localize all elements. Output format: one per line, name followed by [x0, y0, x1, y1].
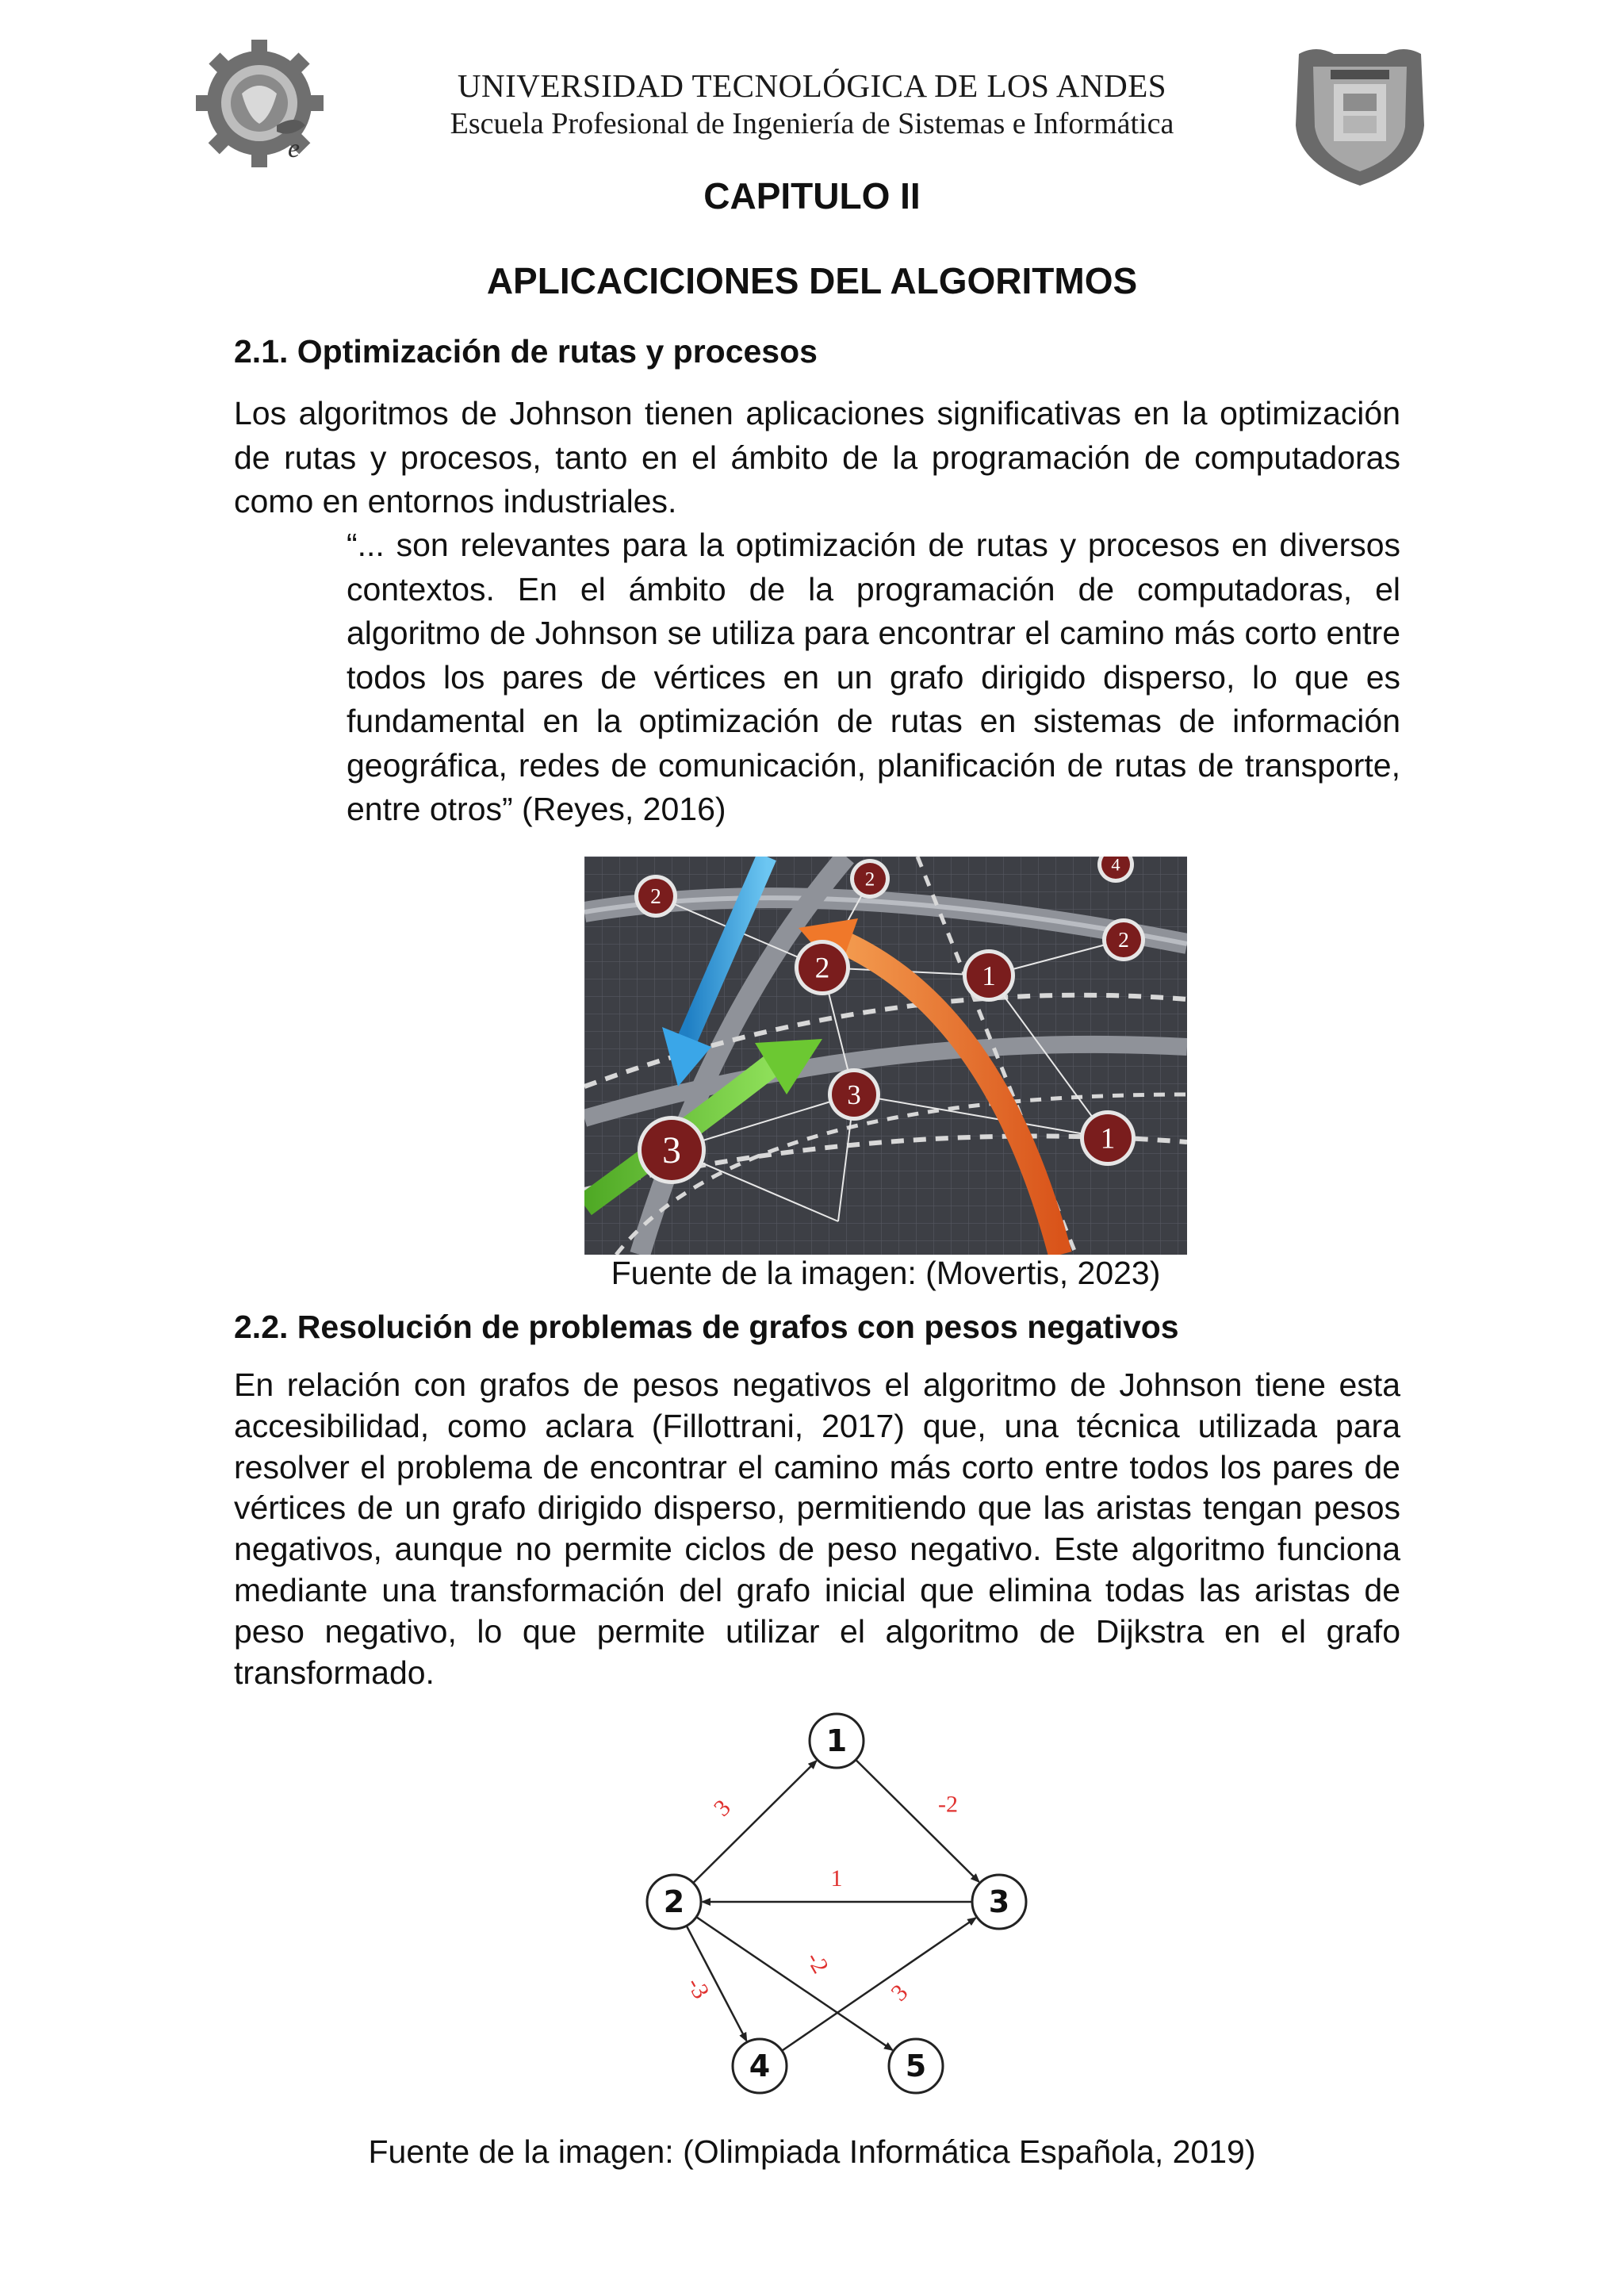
graph-edge: [782, 1918, 975, 2050]
graph-edge: [693, 1761, 816, 1883]
photo-node-label: 2: [864, 868, 875, 891]
graph-node: [972, 1875, 1026, 1929]
chapter-title: APLICACICIONES DEL ALGORITMOS: [486, 260, 1138, 301]
photo-node: [963, 949, 1015, 1002]
university-name: UNIVERSIDAD TECNOLÓGICA DE LOS ANDES: [457, 67, 1167, 104]
photo-node: [638, 1116, 706, 1184]
edge-weight-label: 3: [708, 1794, 736, 1822]
graph-node-label: 4: [749, 2049, 771, 2083]
photo-node-label: 2: [1118, 927, 1129, 953]
photo-node-label: 2: [814, 952, 830, 985]
edge-weight-label: 3: [886, 1979, 914, 2007]
edge-weight-label: -2: [938, 1791, 958, 1818]
photo-node: [850, 859, 890, 899]
route-optimization-figure: [584, 857, 1187, 1255]
photo-node-label: 4: [1111, 857, 1120, 875]
photo-node: [1080, 1110, 1136, 1166]
chapter-label: CAPITULO II: [703, 175, 921, 217]
photo-node-label: 1: [1100, 1122, 1116, 1156]
svg-text:e: e: [288, 134, 301, 163]
figure-2-caption: Fuente de la imagen: (Olimpiada Informática Española, 2019): [368, 2133, 1256, 2170]
school-name: Escuela Profesional de Ingeniería de Sistemas e Informática: [450, 107, 1174, 140]
photo-node: [795, 940, 850, 995]
graph-node-label: 3: [988, 1884, 1010, 1919]
negative-weight-graph-figure: [555, 1697, 1094, 2110]
graph-node: [647, 1875, 701, 1929]
edge-weight-label: -3: [681, 1972, 714, 2003]
photo-node: [634, 875, 677, 918]
block-quote: “... son relevantes para la optimización de rutas y procesos en diversos contextos. En el ámbito de la programación de computadoras, el algoritmo de Johnson se utiliza para encontrar el camino más corto entre todos los pares de vértices en un grafo dirigido disperso, lo que es fundamental en la optimización de rutas en sistemas de información geográfica, redes de comunicación, planificación de rutas de transporte, entre otros” (Reyes, 2016): [347, 527, 1400, 827]
graph-node: [889, 2039, 943, 2093]
photo-node-label: 1: [982, 960, 996, 991]
section-heading-2-2: 2.2. Resolución de problemas de grafos con pesos negativos: [234, 1309, 1179, 1345]
photo-node: [828, 1068, 880, 1121]
photo-node-label: 2: [650, 884, 661, 909]
graph-node-label: 5: [905, 2049, 927, 2083]
graph-node: [733, 2039, 787, 2093]
photo-node: [1102, 918, 1145, 961]
graph-node-label: 1: [825, 1723, 848, 1758]
figure-1-caption: Fuente de la imagen: (Movertis, 2023): [611, 1255, 1161, 1291]
edge-weight-label: 1: [830, 1865, 843, 1892]
section-2-1-paragraph: Los algoritmos de Johnson tienen aplicaciones significativas en la optimización de rutas y procesos, tanto en el ámbito de la programación de computadoras como en entornos industriales.: [234, 395, 1400, 519]
graph-node-label: 2: [663, 1884, 685, 1919]
graph-edge: [856, 1760, 979, 1882]
graph-node: [810, 1714, 864, 1768]
graph-edge: [696, 1917, 892, 2050]
photo-node-label: 3: [662, 1129, 681, 1171]
section-heading-2-1: 2.1. Optimización de rutas y procesos: [234, 333, 818, 370]
edge-weight-label: -2: [801, 1947, 834, 1978]
photo-node-label: 3: [847, 1079, 861, 1110]
section-2-2-paragraph: En relación con grafos de pesos negativos el algoritmo de Johnson tiene esta accesibilidad, como aclara (Fillottrani, 2017) que, una técnica utilizada para resolver el problema de encontrar el camino más corto entre todos los pares de vértices de un grafo dirigido disperso, permitiendo que las aristas tengan pesos negativos, aunque no permite ciclos de peso negativo. Este algoritmo funciona mediante una transformación del grafo inicial que elimina todas las aristas de peso negativo, lo que permite utilizar el algoritmo de Dijkstra en el grafo transformado.: [234, 1366, 1400, 1691]
